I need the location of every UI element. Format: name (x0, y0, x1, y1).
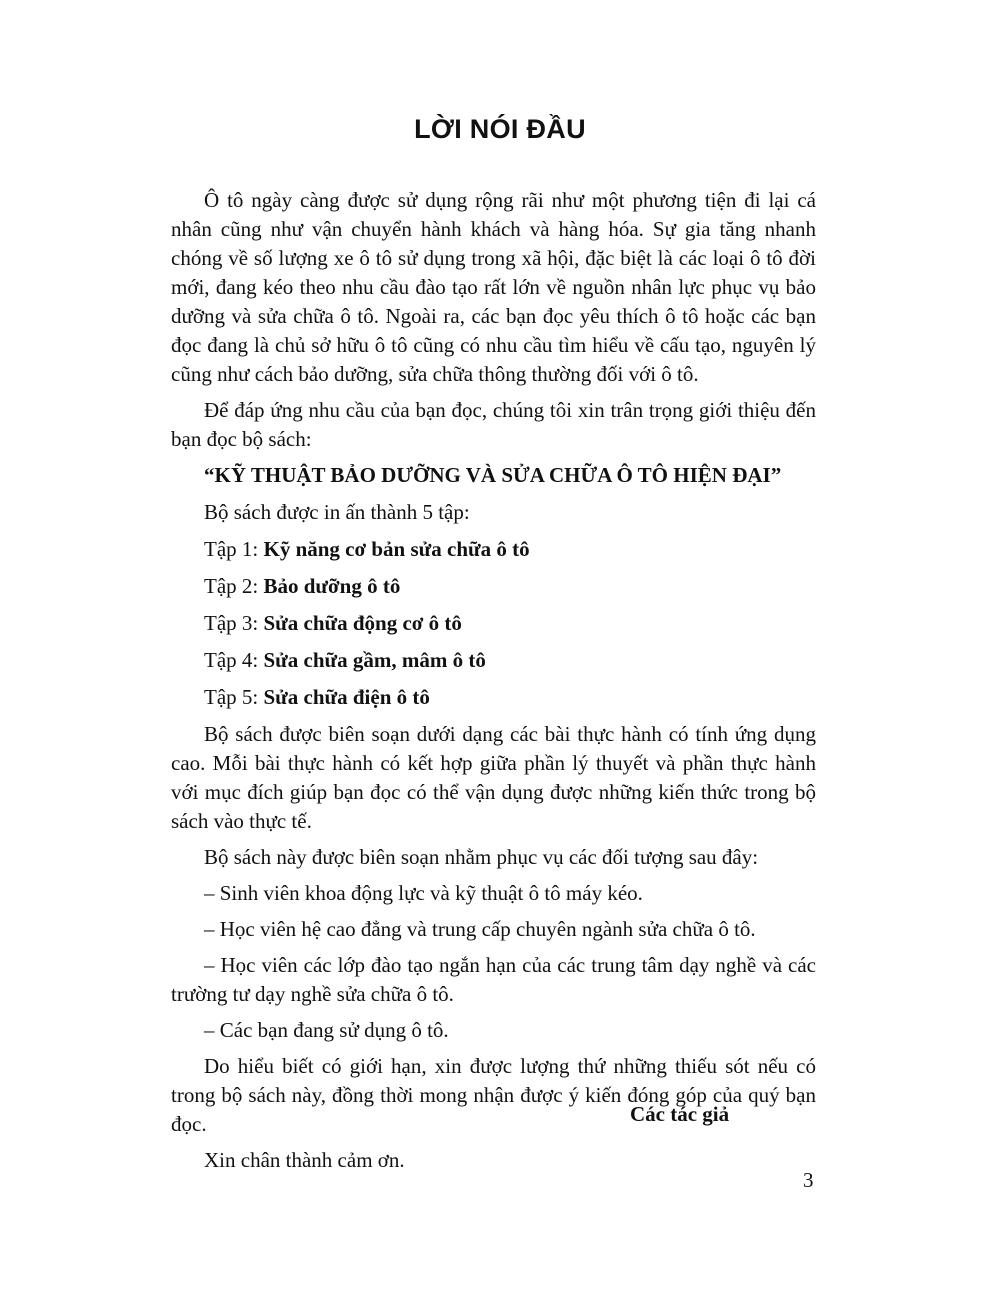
author-signature: Các tác giả (630, 1102, 730, 1126)
volume-prefix: Tập 3: (204, 611, 264, 635)
audience-item: – Học viên các lớp đào tạo ngắn hạn của các trung tâm dạy nghề và các trường tư dạy nghề sửa chữa ô tô. (171, 953, 816, 1006)
page-title: LỜI NÓI ĐẦU (414, 114, 586, 144)
audience-list (171, 879, 816, 1045)
volume-prefix: Tập 4: (204, 648, 264, 672)
audience-item: – Các bạn đang sử dụng ô tô. (204, 1018, 449, 1042)
volume-item (204, 609, 816, 638)
closing-paragraph: Do hiểu biết có giới hạn, xin được lượng thứ những thiếu sót nếu có trong bộ sách này, đồng thời mong nhận được ý kiến đóng góp của quý bạn đọc. (171, 1054, 816, 1136)
volume-item (204, 572, 816, 601)
audience-item: – Học viên hệ cao đẳng và trung cấp chuyên ngành sửa chữa ô tô. (204, 917, 756, 941)
introduction-paragraph: Để đáp ứng nhu cầu của bạn đọc, chúng tôi xin trân trọng giới thiệu đến bạn đọc bộ sách: (171, 398, 816, 451)
volume-name: Sửa chữa điện ô tô (263, 685, 430, 709)
intro-paragraph: Ô tô ngày càng được sử dụng rộng rãi như một phương tiện đi lại cá nhân cũng như vận chuyển hành khách và hàng hóa. Sự gia tăng nhanh chóng về số lượng xe ô tô sử dụng trong xã hội, đặc biệt là các loại ô tô đời mới, đang kéo theo nhu cầu đào tạo rất lớn về nguồn nhân lực phục vụ bảo dưỡng và sửa chữa ô tô. Ngoài ra, các bạn đọc yêu thích ô tô hoặc các bạn đọc đang là chủ sở hữu ô tô cũng có nhu cầu tìm hiểu về cấu tạo, nguyên lý cũng như cách bảo dưỡng, sửa chữa thông thường đối với ô tô. (171, 188, 816, 386)
volume-name: Sửa chữa động cơ ô tô (263, 611, 462, 635)
volume-item (204, 683, 816, 712)
volume-name: Kỹ năng cơ bản sửa chữa ô tô (263, 537, 530, 561)
volumes-intro: Bộ sách được in ấn thành 5 tập: (204, 500, 470, 524)
volume-list (171, 535, 816, 712)
thanks-line: Xin chân thành cảm ơn. (204, 1148, 405, 1172)
volume-item (204, 535, 816, 564)
audience-intro: Bộ sách này được biên soạn nhằm phục vụ các đối tượng sau đây: (204, 845, 759, 869)
preface-body (171, 186, 816, 1182)
volume-name: Sửa chữa gầm, mâm ô tô (263, 648, 486, 672)
volume-item (204, 646, 816, 675)
volume-prefix: Tập 1: (204, 537, 264, 561)
audience-item: – Sinh viên khoa động lực và kỹ thuật ô tô máy kéo. (204, 881, 643, 905)
format-paragraph: Bộ sách được biên soạn dưới dạng các bài thực hành có tính ứng dụng cao. Mỗi bài thực hành có kết hợp giữa phần lý thuyết và phần thực hành với mục đích giúp bạn đọc có thể vận dụng được những kiến thức trong bộ sách vào thực tế. (171, 722, 816, 833)
series-title: “KỸ THUẬT BẢO DƯỠNG VÀ SỬA CHỮA Ô TÔ HIỆN ĐẠI” (204, 463, 782, 487)
page-number: 3 (803, 1168, 814, 1192)
volume-name: Bảo dưỡng ô tô (263, 574, 401, 598)
volume-prefix: Tập 2: (204, 574, 264, 598)
volume-prefix: Tập 5: (204, 685, 264, 709)
